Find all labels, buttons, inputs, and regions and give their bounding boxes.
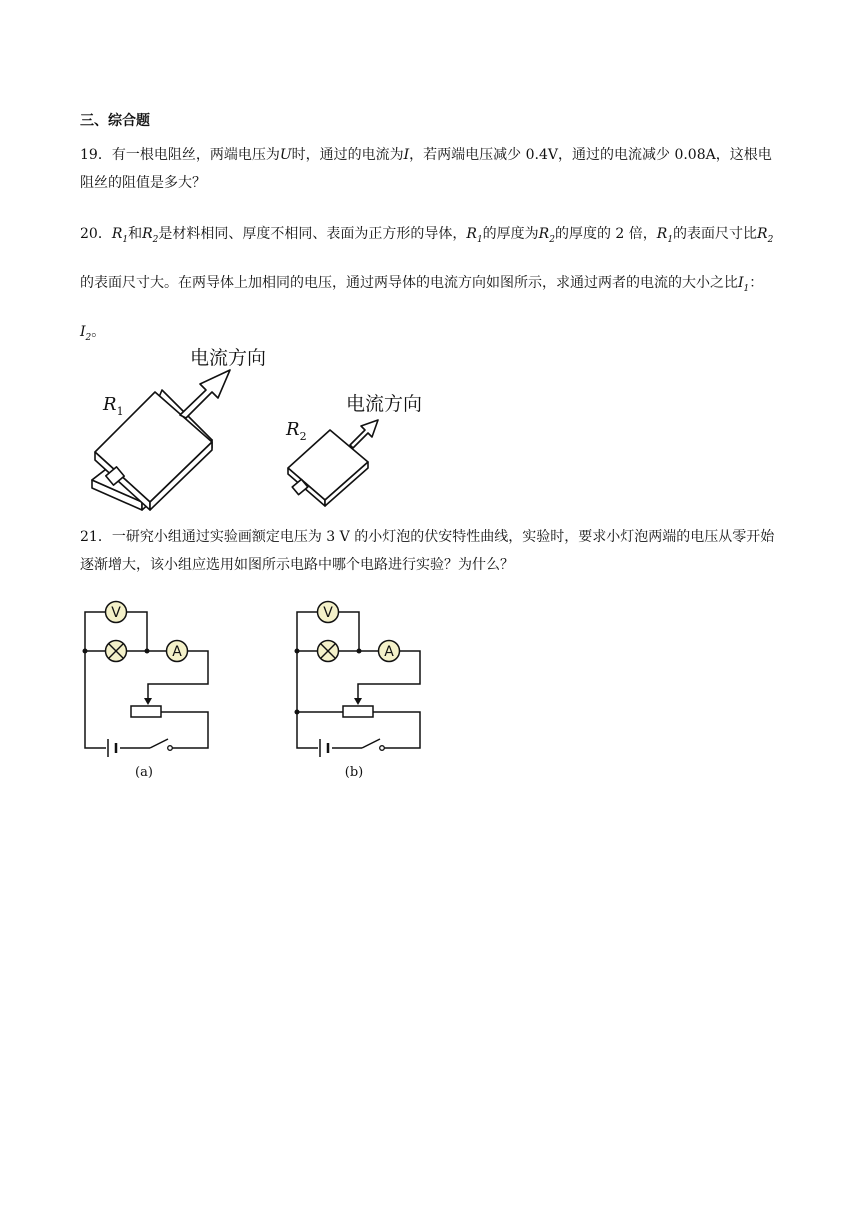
- svg-text:A: A: [172, 644, 182, 660]
- r2-label: $R_2$: [286, 419, 307, 443]
- q20-r2: $R_2$: [142, 226, 159, 245]
- voltmeter-icon: [106, 602, 127, 623]
- q21-number: 21．: [80, 529, 112, 545]
- q20-end: 。: [91, 323, 106, 340]
- circuit-b: [290, 596, 435, 786]
- caption-a: (a): [135, 765, 153, 780]
- q20-text-3: 的厚度为: [482, 226, 539, 242]
- slider-arrow-icon: [144, 698, 152, 705]
- svg-text:V: V: [323, 605, 333, 621]
- q20-r2-b: $R_2$: [538, 226, 555, 245]
- r2-current-arrow: [350, 420, 378, 448]
- q20-i1: $I_1$: [738, 274, 750, 294]
- circuit-a: [78, 596, 223, 786]
- r1-current-arrow: [180, 370, 230, 418]
- q20-r1-b: $R_1$: [466, 226, 483, 245]
- q19-number: 19．: [80, 147, 112, 163]
- q20-text-6: 的表面尺寸大。在两导体上加相同的电压，通过两导体的电流方向如图所示，求通过两者的电流的大小之比: [80, 274, 738, 291]
- q20-r1: $R_1$: [111, 226, 129, 245]
- q20-number: 20．: [80, 226, 112, 242]
- q20-figure: [80, 340, 460, 515]
- q20-i2: $I_2$: [80, 323, 92, 343]
- r1-current-label: 电流方向: [190, 347, 267, 369]
- q19-text-a: 有一根电阻丝，两端电压为: [111, 147, 280, 163]
- q19-text-c: ，若两端电压减少 0.4V，通过的电流减少 0.08A，这根电阻丝的阻值是多大？: [80, 147, 772, 191]
- slider-arrow-icon: [354, 698, 362, 705]
- r2-current-label: 电流方向: [346, 393, 423, 415]
- question-21: [80, 523, 780, 579]
- svg-text:V: V: [111, 605, 121, 621]
- lamp-icon: [106, 641, 127, 662]
- q19-text-b: 时，通过的电流为: [291, 147, 404, 163]
- ammeter-icon: [379, 641, 400, 662]
- q20-r1-c: $R_1$: [656, 226, 674, 245]
- q20-text-5: 的表面尺寸比: [673, 226, 758, 242]
- q19-var-u: U: [279, 147, 292, 163]
- svg-text:A: A: [384, 644, 394, 660]
- lamp-icon: [318, 641, 339, 662]
- ammeter-icon: [167, 641, 188, 662]
- q20-r2-c: $R_2$: [757, 226, 774, 245]
- q20-text-4: 的厚度的 2 倍，: [554, 226, 657, 242]
- voltmeter-icon: [318, 602, 339, 623]
- question-19: [80, 141, 780, 197]
- q20-text-1: 和: [128, 226, 143, 242]
- caption-b: (b): [344, 765, 364, 780]
- q19-var-i: I: [403, 147, 410, 163]
- q20-text-2: 是材料相同、厚度不相同、表面为正方形的导体，: [158, 226, 467, 242]
- r1-label: $R_1$: [103, 394, 124, 418]
- question-20: [80, 213, 780, 359]
- q20-colon: ：: [749, 274, 764, 291]
- q21-text: 一研究小组通过实验画额定电压为 3 V 的小灯泡的伏安特性曲线，实验时，要求小灯泡两端的电压从零开始逐渐增大，该小组应选用如图所示电路中哪个电路进行实验？为什么？: [80, 529, 775, 573]
- section-title: 三、综合题: [80, 113, 150, 129]
